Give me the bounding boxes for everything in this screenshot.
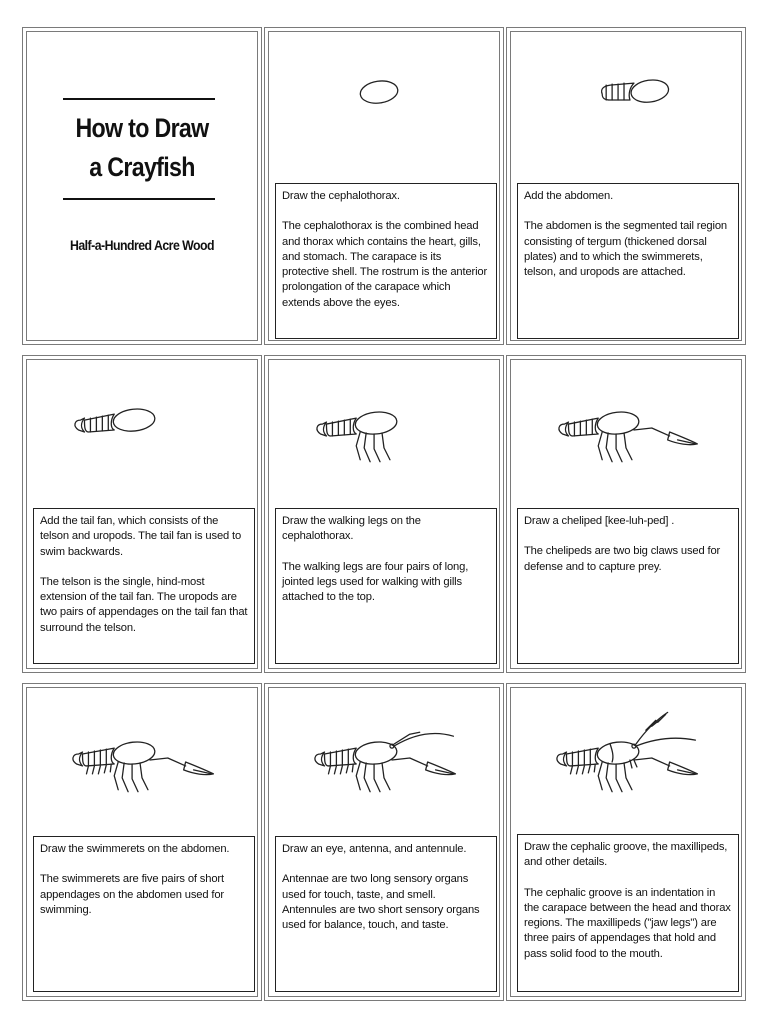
step-body-8: The cephalic groove is an indentation in the carapace between the head and thorax regions. The maxillipeds ("jaw legs") are three pairs of appendages that hold and pass solid food to the mouth. (524, 886, 731, 960)
crayfish-drawing-step-3 (23, 356, 261, 506)
crayfish-drawing-step-5 (507, 356, 745, 506)
title-line-2: a Crayfish (89, 152, 195, 182)
title-line-1: How to Draw (75, 113, 209, 143)
step-card-1 (264, 27, 504, 345)
step-description-3 (33, 508, 255, 664)
step-body-2: The abdomen is the segmented tail region consisting of tergum (thickened dorsal plates) and to which the swimmerets, telson, and uropods are attached. (524, 220, 727, 279)
crayfish-drawing-step-8 (507, 684, 745, 834)
title-rule-bottom (63, 198, 215, 200)
step-heading-1: Draw the cephalothorax. (282, 190, 400, 202)
step-description-1 (275, 183, 497, 339)
step-heading-3: Add the tail fan, which consists of the telson and uropods. The tail fan is used to swim backwards. (40, 515, 242, 558)
step-card-2 (506, 27, 746, 345)
step-card-5 (506, 355, 746, 673)
step-body-1: The cephalothorax is the combined head and thorax which contains the heart, gills, and stomach. The carapace is its protective shell. The rostrum is the anterior prolongation of the carapace which extends above the eyes. (282, 220, 488, 309)
step-body-5: The chelipeds are two big claws used for defense and to capture prey. (524, 545, 721, 573)
step-description-5 (517, 508, 739, 664)
crayfish-drawing-step-4 (265, 356, 503, 506)
crayfish-drawing-step-6 (23, 684, 261, 834)
step-card-3 (22, 355, 262, 673)
step-body-3: The telson is the single, hind-most extension of the tail fan. The uropods are two pairs of appendages on the tail fan that surround the telson. (40, 575, 248, 634)
step-card-4 (264, 355, 504, 673)
step-description-2 (517, 183, 739, 339)
step-body-4: The walking legs are four pairs of long, jointed legs used for walking with gills attached to the top. (282, 560, 469, 604)
step-description-4 (275, 508, 497, 664)
step-heading-4: Draw the walking legs on the cephalothorax. (282, 515, 421, 543)
step-body-7: Antennae are two long sensory organs used for touch, taste, and smell. Antennules are two short sensory organs used for balance, touch, and taste. (282, 873, 480, 932)
step-description-7 (275, 836, 497, 992)
crayfish-drawing-step-2 (507, 28, 745, 178)
step-heading-2: Add the abdomen. (524, 190, 614, 202)
step-heading-7: Draw an eye, antenna, and antennule. (282, 843, 467, 855)
step-heading-6: Draw the swimmerets on the abdomen. (40, 843, 230, 855)
step-card-8 (506, 683, 746, 1001)
title-card (22, 27, 262, 345)
step-card-6 (22, 683, 262, 1001)
crayfish-drawing-step-7 (265, 684, 503, 834)
step-heading-8: Draw the cephalic groove, the maxillipeds, and other details. (524, 841, 728, 869)
title-subtitle: Half-a-Hundred Acre Wood (69, 237, 215, 253)
crayfish-drawing-step-1 (265, 28, 503, 178)
step-body-6: The swimmerets are five pairs of short appendages on the abdomen used for swimming. (40, 873, 224, 916)
step-heading-5: Draw a cheliped [kee-luh-ped] . (524, 515, 675, 527)
step-description-8 (517, 834, 739, 992)
step-card-7 (264, 683, 504, 1001)
title-rule-top (63, 98, 215, 100)
step-description-6 (33, 836, 255, 992)
